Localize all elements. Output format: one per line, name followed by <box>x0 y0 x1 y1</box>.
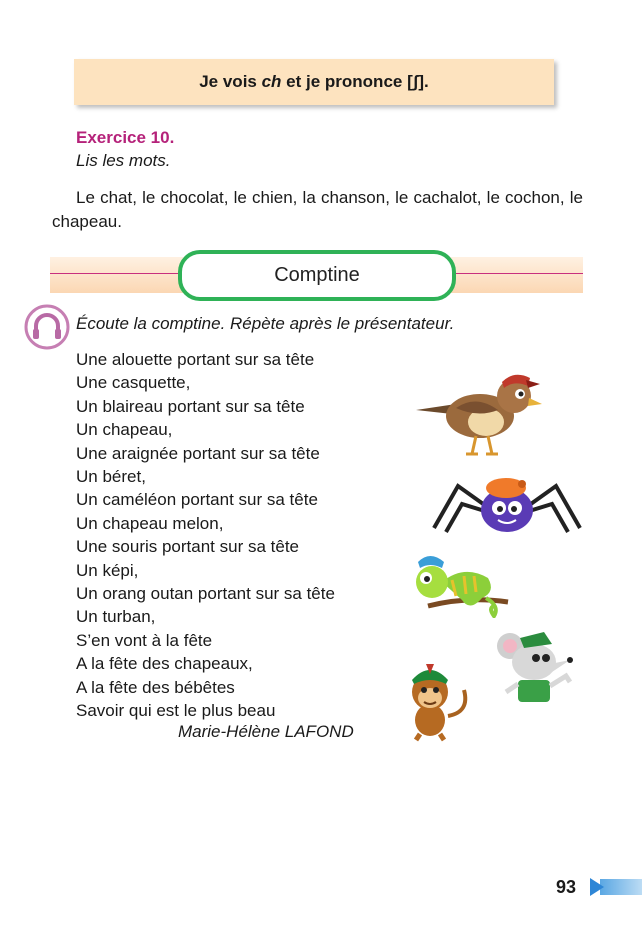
rule-text-italic: ch <box>261 72 282 91</box>
poem-line: Un turban, <box>76 607 156 627</box>
lark-illustration <box>412 364 548 460</box>
page-tab-arrow-icon <box>588 877 642 897</box>
poem-line: Une araignée portant sur sa tête <box>76 443 320 463</box>
exercise-title: Exercice 10. <box>76 128 175 147</box>
poem-line: Une souris portant sur sa tête <box>76 537 300 557</box>
exercise-words: Le chat, le chocolat, le chien, la chanson, le cachalot, le cochon, le chapeau. <box>52 188 583 231</box>
poem-line: Un béret, <box>76 467 146 487</box>
mouse-illustration <box>492 626 582 706</box>
exercise-instruction: Lis les mots. <box>76 151 171 170</box>
poem-line: Un chapeau, <box>76 420 173 440</box>
poem-line: S’en vont à la fête <box>76 630 213 650</box>
rule-text-1: Je vois <box>199 72 262 91</box>
poem-line: Un blaireau portant sur sa tête <box>76 396 305 416</box>
poem-line: Un orang outan portant sur sa tête <box>76 584 335 604</box>
poem-line: Un képi, <box>76 560 139 580</box>
poem <box>76 348 335 723</box>
listen-instruction: Écoute la comptine. Répète après le présentateur. <box>76 314 455 333</box>
poem-line: A la fête des bébêtes <box>76 677 235 697</box>
section-title: Comptine <box>178 250 456 301</box>
page-number: 93 <box>556 877 577 897</box>
orangutan-illustration <box>400 660 472 742</box>
poem-line: Un chapeau melon, <box>76 513 224 533</box>
chameleon-illustration <box>408 546 512 618</box>
rule-text-2: et je prononce [ʃ]. <box>281 72 429 91</box>
poem-line: Savoir qui est le plus beau <box>76 701 276 721</box>
poem-line: Une casquette, <box>76 373 191 393</box>
poem-line: A la fête des chapeaux, <box>76 654 253 674</box>
headphones-icon[interactable] <box>24 304 70 350</box>
poem-line: Une alouette portant sur sa tête <box>76 350 315 369</box>
poem-author: Marie-Hélène LAFOND <box>178 722 354 741</box>
rule-box <box>74 59 554 105</box>
poem-line: Un caméléon portant sur sa tête <box>76 490 318 510</box>
spider-illustration <box>428 470 586 536</box>
